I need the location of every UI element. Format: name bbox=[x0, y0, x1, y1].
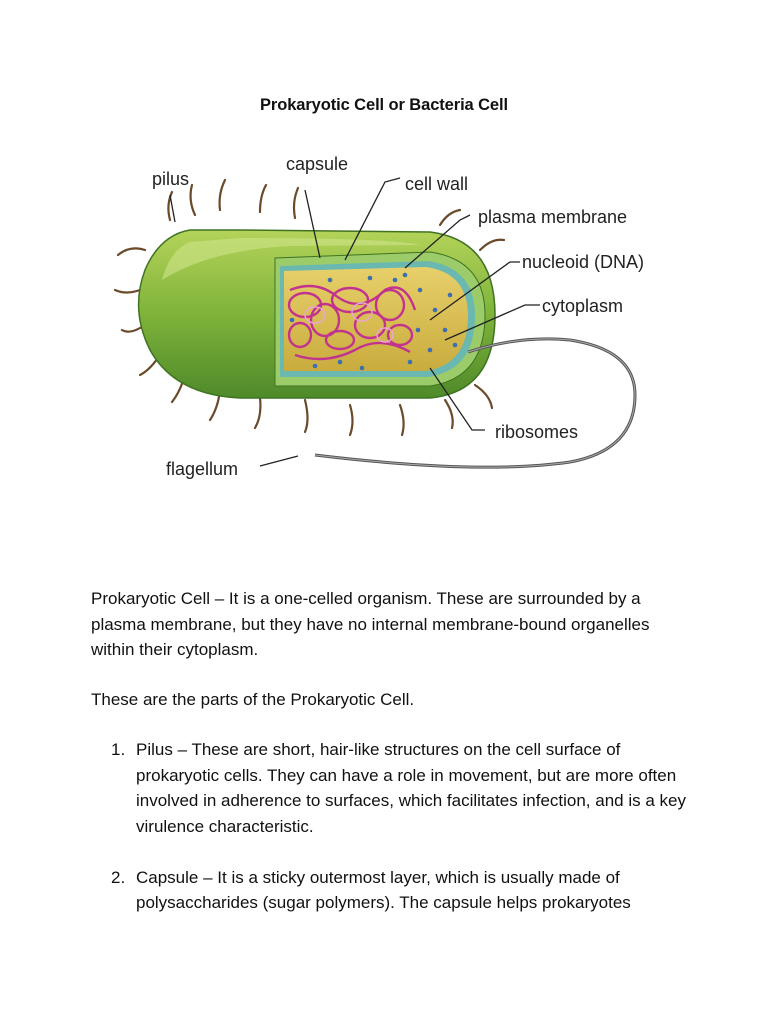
label-capsule: capsule bbox=[286, 154, 349, 174]
label-plasma-membrane: plasma membrane bbox=[478, 207, 628, 227]
list-item bbox=[91, 865, 691, 916]
label-flagellum: flagellum bbox=[166, 459, 239, 479]
label-pilus: pilus bbox=[152, 169, 190, 189]
list-text: Pilus – These are short, hair-like structures on the cell surface of prokaryotic cells. They can have a role in movement, but are more often involved in adherence to surfaces, which facilitates infection, and is a key virulence characteristic. bbox=[136, 740, 686, 836]
label-nucleoid: nucleoid (DNA) bbox=[522, 252, 645, 272]
label-cell-wall: cell wall bbox=[405, 174, 469, 194]
parts-list bbox=[91, 737, 691, 916]
list-item bbox=[91, 737, 691, 839]
prokaryotic-cell-diagram bbox=[100, 130, 660, 510]
label-ribosomes: ribosomes bbox=[495, 422, 579, 442]
parts-heading: These are the parts of the Prokaryotic Cell. bbox=[91, 690, 415, 709]
list-text: Capsule – It is a sticky outermost layer, which is usually made of polysaccharides (sugar polymers). The capsule helps prokaryotes bbox=[136, 867, 631, 912]
list-number: 1. bbox=[111, 740, 126, 759]
intro-paragraph: Prokaryotic Cell – It is a one-celled organism. These are surrounded by a plasma membrane, but they have no internal membrane-bound organelles within their cytoplasm. bbox=[91, 589, 650, 659]
label-cytoplasm: cytoplasm bbox=[542, 296, 624, 316]
list-number: 2. bbox=[111, 867, 126, 887]
page-title: Prokaryotic Cell or Bacteria Cell bbox=[260, 96, 508, 114]
